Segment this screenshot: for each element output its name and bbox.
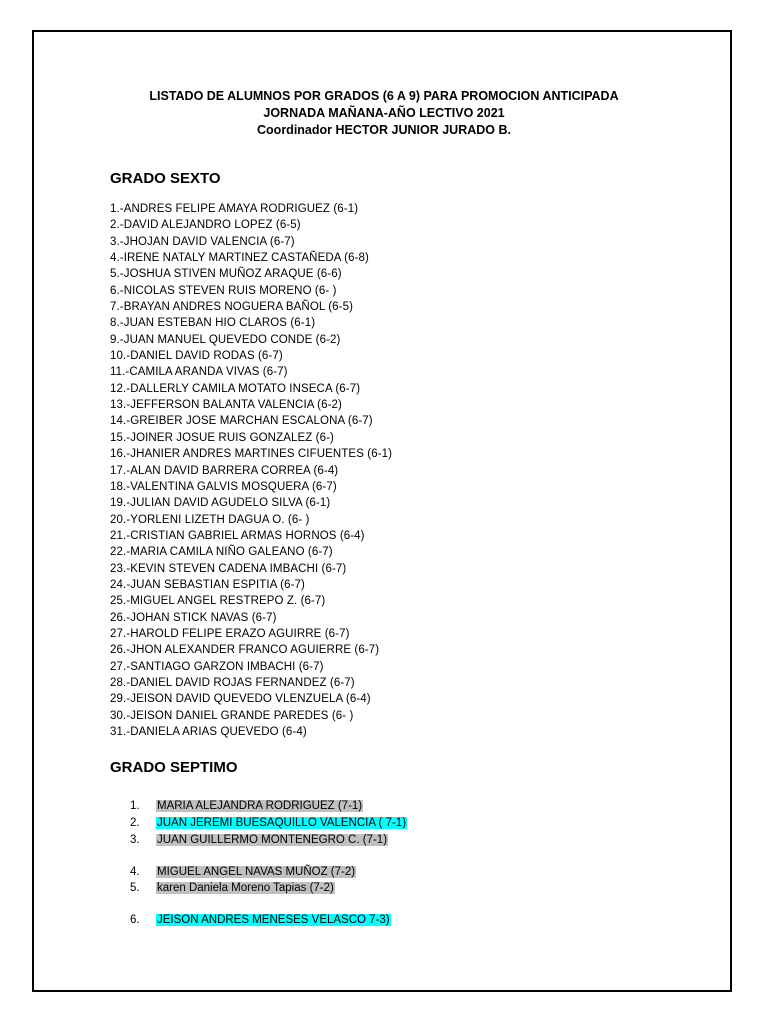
- list-item: [130, 815, 407, 831]
- list-item: 11.-CAMILA ARANDA VIVAS (6-7): [110, 366, 288, 379]
- list-item: 9.-JUAN MANUEL QUEVEDO CONDE (6-2): [110, 333, 341, 346]
- list-item: 8.-JUAN ESTEBAN HIO CLAROS (6-1): [110, 317, 316, 330]
- header-title: LISTADO DE ALUMNOS POR GRADOS (6 A 9) PARA PROMOCION ANTICIPADA: [149, 89, 619, 103]
- list-item-number: 4.: [130, 866, 140, 878]
- list-item: 30.-JEISON DANIEL GRANDE PAREDES (6- ): [110, 709, 354, 722]
- list-item-text: MIGUEL ANGEL NAVAS MUÑOZ (7-2): [157, 866, 356, 878]
- list-item-text: karen Daniela Moreno Tapias (7-2): [157, 882, 334, 894]
- list-item: 6.-NICOLAS STEVEN RUIS MORENO (6- ): [110, 284, 337, 297]
- list-item: 14.-GREIBER JOSE MARCHAN ESCALONA (6-7): [110, 415, 373, 428]
- header-subtitle: JORNADA MAÑANA-AÑO LECTIVO 2021: [263, 106, 505, 120]
- list-item: 23.-KEVIN STEVEN CADENA IMBACHI (6-7): [110, 562, 347, 575]
- list-item-text: MARIA ALEJANDRA RODRIGUEZ (7-1): [157, 800, 363, 812]
- list-item: 20.-YORLENI LIZETH DAGUA O. (6- ): [110, 513, 310, 526]
- list-item: 5.-JOSHUA STIVEN MUÑOZ ARAQUE (6-6): [110, 268, 342, 281]
- list-item: 26.-JHON ALEXANDER FRANCO AGUIERRE (6-7): [110, 644, 380, 657]
- list-item: [130, 864, 356, 880]
- list-item: 10.-DANIEL DAVID RODAS (6-7): [110, 350, 283, 363]
- list-item: 31.-DANIELA ARIAS QUEVEDO (6-4): [110, 726, 307, 738]
- list-item: 29.-JEISON DAVID QUEVEDO VLENZUELA (6-4): [110, 693, 371, 706]
- student-list-sexto: [110, 201, 392, 740]
- list-item: 3.-JHOJAN DAVID VALENCIA (6-7): [110, 235, 295, 248]
- list-item-text: JEISON ANDRES MENESES VELASCO 7-3): [157, 914, 390, 926]
- list-item: 18.-VALENTINA GALVIS MOSQUERA (6-7): [110, 480, 337, 493]
- list-item: 16.-JHANIER ANDRES MARTINES CIFUENTES (6-1): [110, 448, 393, 461]
- list-item: 27.-SANTIAGO GARZON IMBACHI (6-7): [110, 660, 324, 673]
- list-item: 21.-CRISTIAN GABRIEL ARMAS HORNOS (6-4): [110, 529, 365, 542]
- list-item: [130, 798, 363, 814]
- list-item-number: 3.: [130, 834, 140, 846]
- list-item-number: 6.: [130, 914, 140, 926]
- list-item-number: 2.: [130, 817, 140, 829]
- list-item: 1.-ANDRES FELIPE AMAYA RODRIGUEZ (6-1): [110, 203, 359, 215]
- list-item: 22.-MARIA CAMILA NIÑO GALEANO (6-7): [110, 546, 333, 559]
- list-item: [130, 880, 335, 896]
- list-item: 13.-JEFFERSON BALANTA VALENCIA (6-2): [110, 399, 342, 412]
- list-item-number: 5.: [130, 882, 140, 894]
- list-item-number: 1.: [130, 800, 140, 812]
- list-item: 2.-DAVID ALEJANDRO LOPEZ (6-5): [110, 219, 301, 232]
- list-item: 17.-ALAN DAVID BARRERA CORREA (6-4): [110, 464, 339, 477]
- list-item: 25.-MIGUEL ANGEL RESTREPO Z. (6-7): [110, 595, 326, 608]
- list-item: 15.-JOINER JOSUE RUIS GONZALEZ (6-): [110, 431, 334, 444]
- section-title-septimo: GRADO SEPTIMO: [110, 759, 238, 776]
- list-item: 19.-JULIAN DAVID AGUDELO SILVA (6-1): [110, 497, 331, 510]
- header-coordinator: Coordinador HECTOR JUNIOR JURADO B.: [257, 123, 511, 137]
- list-item-text: JUAN JEREMI BUESAQUILLO VALENCIA ( 7-1): [157, 817, 407, 829]
- section-title-sexto: GRADO SEXTO: [110, 170, 221, 187]
- list-item: [130, 832, 388, 848]
- list-item: 12.-DALLERLY CAMILA MOTATO INSECA (6-7): [110, 382, 361, 395]
- list-item: 4.-IRENE NATALY MARTINEZ CASTAÑEDA (6-8): [110, 252, 369, 265]
- document-header: [0, 88, 768, 139]
- list-item: 7.-BRAYAN ANDRES NOGUERA BAÑOL (6-5): [110, 301, 354, 314]
- list-item: [130, 912, 391, 928]
- list-item: 28.-DANIEL DAVID ROJAS FERNANDEZ (6-7): [110, 676, 355, 689]
- list-item-text: JUAN GUILLERMO MONTENEGRO C. (7-1): [157, 834, 388, 846]
- list-item: 26.-JOHAN STICK NAVAS (6-7): [110, 611, 277, 624]
- list-item: 27.-HAROLD FELIPE ERAZO AGUIRRE (6-7): [110, 627, 350, 640]
- list-item: 24.-JUAN SEBASTIAN ESPITIA (6-7): [110, 578, 305, 591]
